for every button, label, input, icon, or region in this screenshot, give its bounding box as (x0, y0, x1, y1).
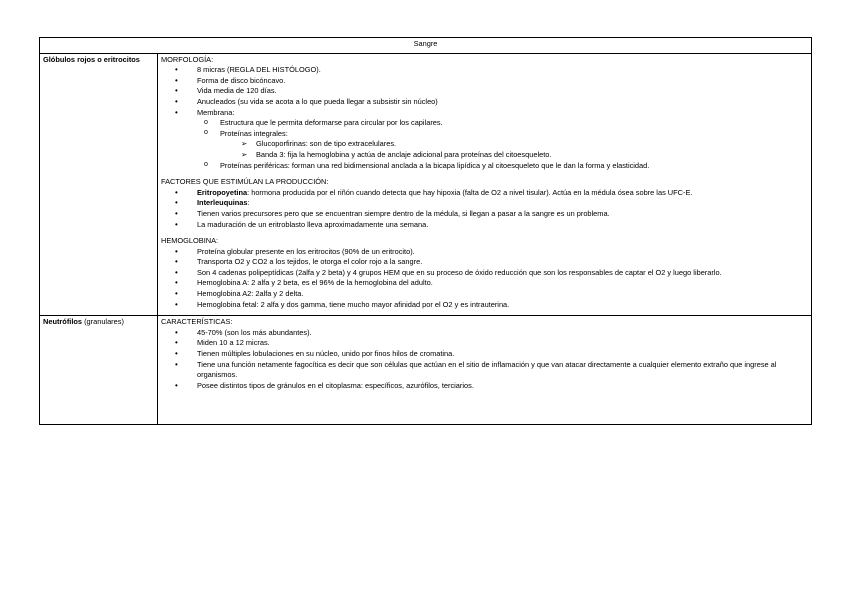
list-item: • Anucleados (su vida se acota a lo que pueda llegar a subsistir sin núcleo) (161, 97, 808, 108)
table-title-row (40, 38, 812, 54)
section-hemoglobina (161, 236, 808, 310)
section-caracteristicas (161, 317, 808, 391)
table-row (40, 316, 812, 425)
list-item-text: : (247, 198, 250, 208)
sub-sub-bullet-list (161, 139, 808, 160)
row-content-neutrofilos (158, 316, 812, 425)
sub-bullet-list (161, 118, 808, 139)
list-item: o Proteínas periféricas: forman una red bidimensional anclada a la bicapa lipídica y al citoesqueleto que le dan la forma y elasticidad. (161, 161, 808, 172)
list-item: • Proteína globular presente en los eritrocitos (90% de un eritrocito). (161, 247, 808, 258)
list-item: • Tienen múltiples lobulaciones en su núcleo, unido por finos hilos de cromatina. (161, 349, 808, 360)
list-item: • Vida media de 120 días. (161, 86, 808, 97)
bullet-list (161, 247, 808, 311)
row-label-rest: (granulares) (82, 317, 124, 327)
section-factores (161, 177, 808, 230)
bullet-list (161, 65, 808, 118)
table-title: Sangre (40, 38, 812, 54)
list-item: ➢ Banda 3: fija la hemoglobina y actúa de anclaje adicional para proteínas del citoesqueleto. (161, 150, 808, 161)
notes-table (39, 37, 812, 425)
list-item: • Hemoglobina A2: 2alfa y 2 delta. (161, 289, 808, 300)
row-label-neutrofilos (40, 316, 158, 425)
list-item: ➢ Glucoporfirinas: son de tipo extracelulares. (161, 139, 808, 150)
bullet-list (161, 188, 808, 230)
list-item-text: : hormona producida por el riñón cuando detecta que hay hipoxia (falta de O2 a nivel tisular). Actúa en la médula ósea sobre las UFC-E. (247, 187, 693, 197)
row-label-text: Glóbulos rojos o eritrocitos (43, 54, 140, 64)
list-item: • Tiene una función netamente fagocítica es decir que son células que actúan en el sitio de inflamación y que van atacar directamente a cualquier elemento extraño que ingrese al organismos. (161, 360, 808, 381)
row-content-globulos-rojos (158, 53, 812, 316)
section-heading: FACTORES QUE ESTIMÚLAN LA PRODUCCIÓN: (161, 177, 329, 187)
list-item: • Son 4 cadenas polipeptídicas (2alfa y 2 beta) y 4 grupos HEM que en su proceso de óxido reducción que son los responsables de captar el O2 y luego liberarlo. (161, 268, 808, 279)
list-item: • 45-70% (son los más abundantes). (161, 328, 808, 339)
list-item: o Estructura que le permita deformarse para circular por los capilares. (161, 118, 808, 129)
list-item (161, 188, 808, 199)
section-heading: MORFOLOGÍA: (161, 54, 214, 64)
list-item: • Posee distintos tipos de gránulos en el citoplasma: específicos, azurófilos, terciarios. (161, 381, 808, 392)
term-eritropoyetina: Eritropoyetina (197, 187, 248, 197)
term-interleuquinas: Interleuquinas (197, 198, 248, 208)
section-heading: HEMOGLOBINA: (161, 236, 219, 246)
list-item-text: Membrana: (197, 107, 235, 117)
list-item: • Transporta O2 y CO2 a los tejidos, le otorga el color rojo a la sangre. (161, 257, 808, 268)
section-heading: CARACTERÍSTICAS: (161, 317, 233, 327)
sub-bullet-list (161, 161, 808, 172)
row-label-term: Neutrófilos (43, 317, 83, 327)
row-label-globulos-rojos (40, 53, 158, 316)
table-row (40, 53, 812, 316)
list-item: • Hemoglobina fetal: 2 alfa y dos gamma, tiene mucho mayor afinidad por el O2 y es intrauterina. (161, 300, 808, 311)
list-item: • Hemoglobina A: 2 alfa y 2 beta, es el 96% de la hemoglobina del adulto. (161, 278, 808, 289)
list-item (161, 198, 808, 209)
list-item: • Miden 10 a 12 micras. (161, 338, 808, 349)
section-morfologia (161, 55, 808, 172)
list-item: • La maduración de un eritroblasto lleva aproximadamente una semana. (161, 220, 808, 231)
list-item (161, 108, 808, 119)
list-item: o Proteínas integrales: (161, 129, 808, 140)
list-item: • 8 micras (REGLA DEL HISTÓLOGO). (161, 65, 808, 76)
list-item: • Forma de disco bicóncavo. (161, 76, 808, 87)
bullet-list (161, 328, 808, 392)
list-item: • Tienen varios precursores pero que se encuentran siempre dentro de la médula, si llegan a pasar a la sangre es un problema. (161, 209, 808, 220)
